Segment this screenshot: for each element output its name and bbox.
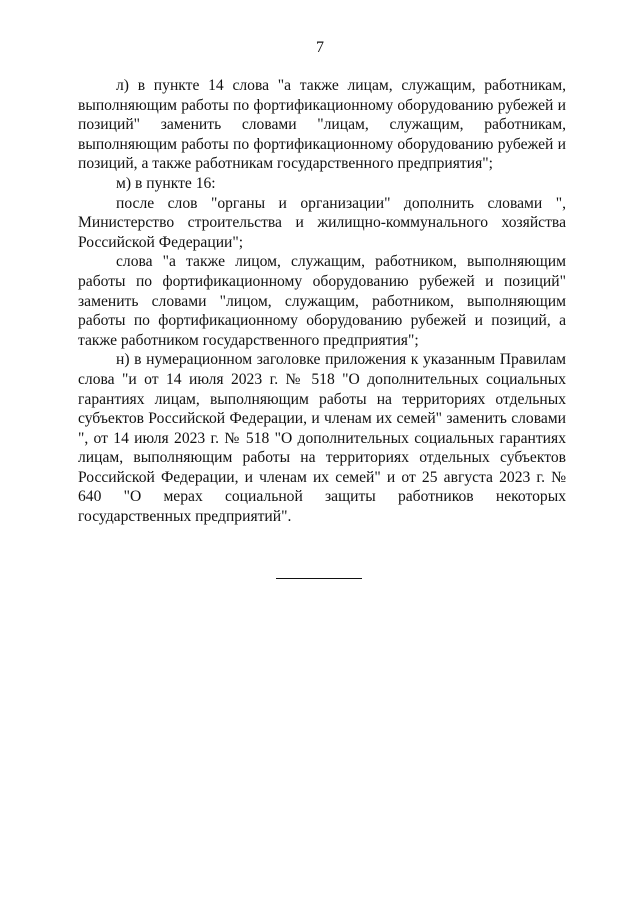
page-number: 7 bbox=[316, 39, 324, 56]
paragraph-m: м) в пункте 16: bbox=[116, 174, 216, 192]
paragraph-m-1: после слов "органы и организации" дополнить словами ", Министерство строительства и жилищно-коммунального хозяйства Российской Федерации"; bbox=[78, 194, 566, 251]
paragraph-m-2: слова "а также лицом, служащим, работником, выполняющим работы по фортификационному оборудованию рубежей и позиций" заменить словами "лицом, служащим, работником, выполняющим работы по фортификационному оборудованию рубежей и позиций, а также работником государственного предприятия"; bbox=[78, 253, 566, 349]
document-body bbox=[78, 76, 566, 527]
paragraph-l: л) в пункте 14 слова "а также лицам, служащим, работникам, выполняющим работы по фортификационному оборудованию рубежей и позиций" заменить словами "лицам, служащим, работникам, выполняющим работы по фортификационному оборудованию рубежей и позиций, а также работникам государственного предприятия"; bbox=[78, 77, 566, 173]
end-of-document-rule bbox=[276, 578, 362, 579]
paragraph-n: н) в нумерационном заголовке приложения к указанным Правилам слова "и от 14 июля 2023 г. № 518 "О дополнительных социальных гарантиях лицам, выполняющим работы на территориях отдельных субъектов Российской Федерации, и членам их семей" заменить словами ", от 14 июля 2023 г. № 518 "О дополнительных социальных гарантиях лицам, выполняющим работы на территориях отдельных субъектов Российской Федерации, и членам их семей" и от 25 августа 2023 г. № 640 "О мерах социальной защиты работников некоторых государственных предприятий". bbox=[78, 351, 566, 526]
